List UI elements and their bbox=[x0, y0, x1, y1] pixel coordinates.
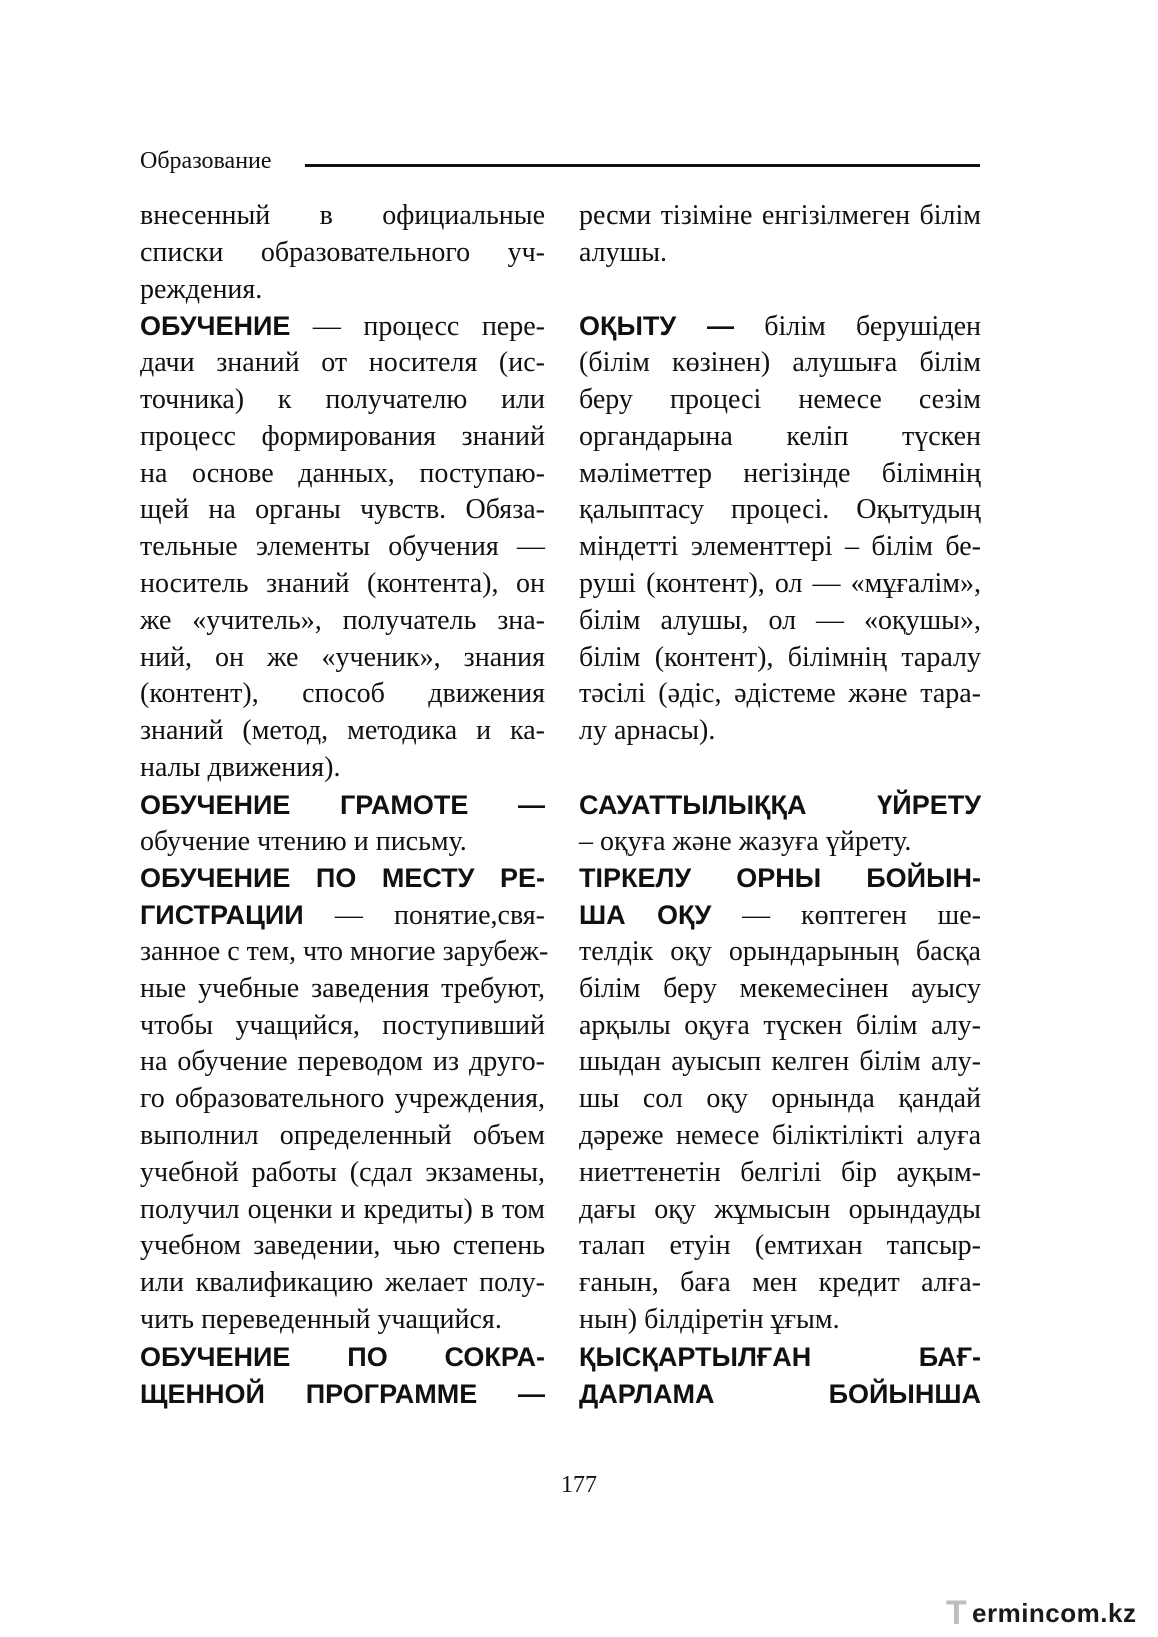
body-text: мәліметтер негізінде білімнің bbox=[579, 457, 981, 489]
text-line bbox=[579, 750, 981, 787]
text-line bbox=[579, 897, 981, 934]
term-heading: ДАРЛАМА БОЙЫНША bbox=[579, 1378, 981, 1409]
text-line bbox=[579, 603, 981, 640]
body-text: білім беру мекемесінен ауысу bbox=[579, 972, 981, 1004]
text-line bbox=[579, 382, 981, 419]
text-line bbox=[579, 1081, 981, 1118]
text-line bbox=[579, 824, 981, 861]
text-line bbox=[140, 1339, 545, 1376]
body-text: алушы. bbox=[579, 236, 668, 268]
text-line bbox=[140, 971, 545, 1008]
term-heading: ОБУЧЕНИЕ bbox=[140, 311, 291, 342]
text-line bbox=[140, 897, 545, 934]
text-line bbox=[140, 272, 545, 309]
body-text: или квалификацию желает полу- bbox=[140, 1267, 545, 1299]
text-line bbox=[579, 787, 981, 824]
text-line bbox=[140, 1228, 545, 1265]
body-text: знаний (метод, методика и ка- bbox=[140, 715, 545, 747]
text-line bbox=[140, 676, 545, 713]
text-line bbox=[140, 787, 545, 824]
body-text: чтобы учащийся, поступивший bbox=[140, 1009, 545, 1041]
text-line bbox=[579, 419, 981, 456]
text-line bbox=[140, 529, 545, 566]
text-line bbox=[579, 1228, 981, 1265]
body-text: получил оценки и кредиты) в том bbox=[140, 1193, 545, 1225]
header-rule bbox=[305, 164, 980, 167]
text-line bbox=[140, 198, 545, 235]
text-line bbox=[579, 640, 981, 677]
text-line bbox=[140, 419, 545, 456]
text-line bbox=[140, 1044, 545, 1081]
text-line bbox=[140, 308, 545, 345]
body-text: беру процесі немесе сезім bbox=[579, 383, 981, 415]
body-text: же «учитель», получатель зна- bbox=[140, 604, 545, 636]
body-text: – оқуға және жазуға үйрету. bbox=[579, 825, 912, 857]
body-text: шыдан ауысып келген білім алу- bbox=[579, 1046, 981, 1078]
body-text: дачи знаний от носителя (ис- bbox=[140, 347, 545, 379]
text-line bbox=[579, 1192, 981, 1229]
text-line bbox=[579, 1265, 981, 1302]
text-line bbox=[579, 1376, 981, 1413]
right-column-kazakh bbox=[579, 198, 981, 1412]
term-heading: ГИСТРАЦИИ bbox=[140, 900, 304, 931]
body-text: руші (контент), ол — «мұғалім», bbox=[579, 567, 981, 599]
body-text: на обучение переводом из друго- bbox=[140, 1046, 545, 1078]
body-text: ғанын, баға мен кредит алға- bbox=[579, 1267, 981, 1299]
term-heading: ЩЕННОЙ ПРОГРАММЕ — bbox=[140, 1378, 545, 1409]
body-text: на основе данных, поступаю- bbox=[140, 457, 545, 489]
body-text: талап етуін (емтихан тапсыр- bbox=[579, 1230, 981, 1262]
text-line bbox=[140, 566, 545, 603]
text-line bbox=[579, 235, 981, 272]
left-column-russian bbox=[140, 198, 549, 1412]
body-text: — понятие,свя- bbox=[303, 900, 545, 932]
text-line bbox=[140, 860, 545, 897]
body-text: нын) білдіретін ұғым. bbox=[579, 1303, 840, 1335]
body-text: процесс формирования знаний bbox=[140, 420, 545, 452]
body-text: ниеттенетін белгілі бір ауқым- bbox=[579, 1156, 981, 1188]
text-line bbox=[579, 308, 981, 345]
text-line bbox=[140, 1081, 545, 1118]
body-text: (контент), способ движения bbox=[140, 678, 545, 710]
text-line bbox=[579, 529, 981, 566]
text-line bbox=[579, 1118, 981, 1155]
body-text: обучение чтению и письму. bbox=[140, 825, 467, 857]
section-title: Образование bbox=[140, 148, 272, 174]
body-text: ний, он же «ученик», знания bbox=[140, 641, 545, 673]
text-line bbox=[579, 713, 981, 750]
body-text: чить переведенный учащийся. bbox=[140, 1303, 502, 1335]
body-text: точника) к получателю или bbox=[140, 383, 545, 415]
text-line bbox=[579, 492, 981, 529]
term-heading: ША ОҚУ bbox=[579, 900, 712, 931]
body-text: міндетті элементтері – білім бе- bbox=[579, 531, 981, 563]
body-text: го образовательного учреждения, bbox=[140, 1083, 545, 1115]
body-text: тельные элементы обучения — bbox=[140, 531, 545, 563]
term-heading: ОБУЧЕНИЕ ПО СОКРА- bbox=[140, 1341, 545, 1372]
text-line bbox=[140, 1376, 545, 1413]
text-line bbox=[579, 456, 981, 493]
term-heading: ТІРКЕЛУ ОРНЫ БОЙЫН- bbox=[579, 863, 981, 894]
body-text: арқылы оқуға түскен білім алу- bbox=[579, 1009, 981, 1041]
body-text: дәреже немесе біліктілікті алуға bbox=[579, 1119, 981, 1151]
text-line bbox=[579, 566, 981, 603]
body-text: носитель знаний (контента), он bbox=[140, 567, 545, 599]
body-text: учебной работы (сдал экзамены, bbox=[140, 1156, 545, 1188]
body-text: налы движения). bbox=[140, 751, 341, 783]
text-line bbox=[140, 1118, 545, 1155]
text-line bbox=[140, 345, 545, 382]
body-text: білім берушіден bbox=[734, 311, 981, 343]
text-line bbox=[140, 750, 545, 787]
body-text: лу арнасы). bbox=[579, 715, 716, 747]
running-header bbox=[140, 144, 980, 184]
body-text: ресми тізіміне енгізілмеген білім bbox=[579, 200, 981, 231]
body-text: — көптеген ше- bbox=[711, 900, 981, 932]
body-text: списки образовательного уч- bbox=[140, 236, 545, 268]
text-line bbox=[140, 934, 549, 971]
body-text: выполнил определенный объем bbox=[140, 1119, 545, 1151]
body-text: қалыптасу процесі. Оқытудың bbox=[579, 494, 981, 526]
text-line bbox=[140, 1302, 545, 1339]
term-heading: ОБУЧЕНИЕ ГРАМОТЕ — bbox=[140, 789, 545, 820]
body-text: дағы оқу жұмысын орындауды bbox=[579, 1193, 981, 1225]
body-text: занное с тем, что многие зарубеж- bbox=[140, 935, 549, 967]
text-line bbox=[579, 1044, 981, 1081]
text-line bbox=[579, 860, 981, 897]
body-text: шы сол оқу орнында қандай bbox=[579, 1083, 981, 1115]
text-line bbox=[579, 272, 981, 309]
term-heading: ОҚЫТУ — bbox=[579, 311, 734, 342]
body-text: білім (контент), білімнің таралу bbox=[579, 641, 981, 673]
text-line bbox=[579, 934, 981, 971]
text-line bbox=[140, 1265, 545, 1302]
text-line bbox=[579, 1155, 981, 1192]
text-line bbox=[140, 492, 545, 529]
term-heading: ОБУЧЕНИЕ ПО МЕСТУ РЕ- bbox=[140, 863, 545, 894]
text-line bbox=[140, 456, 545, 493]
body-text: — процесс пере- bbox=[290, 311, 545, 343]
page-number: 177 bbox=[561, 1472, 597, 1498]
text-line bbox=[579, 345, 981, 382]
text-line bbox=[579, 1339, 981, 1376]
body-text: учебном заведении, чью степень bbox=[140, 1230, 545, 1262]
term-heading: САУАТТЫЛЫҚҚА ҮЙРЕТУ bbox=[579, 789, 981, 820]
body-text: внесенный в официальные bbox=[140, 200, 545, 231]
text-line bbox=[579, 971, 981, 1008]
text-line bbox=[579, 198, 981, 235]
body-text: тәсілі (әдіс, әдістеме және тара- bbox=[579, 678, 981, 710]
body-text: білім алушы, ол — «оқушы», bbox=[579, 604, 981, 636]
text-line bbox=[140, 1008, 545, 1045]
text-line bbox=[140, 382, 545, 419]
text-line bbox=[140, 235, 545, 272]
body-text: реждения. bbox=[140, 273, 263, 305]
body-text: телдік оқу орындарының басқа bbox=[579, 935, 981, 967]
watermark-text: ermincom.kz bbox=[972, 1598, 1137, 1628]
term-heading: ҚЫСҚАРТЫЛҒАН БАҒ- bbox=[579, 1341, 981, 1372]
body-text: ные учебные заведения требуют, bbox=[140, 972, 545, 1004]
text-line bbox=[579, 676, 981, 713]
text-line bbox=[140, 713, 545, 750]
text-line bbox=[579, 1302, 981, 1339]
body-text: щей на органы чувств. Обяза- bbox=[140, 494, 545, 526]
text-line bbox=[140, 603, 545, 640]
text-line bbox=[140, 1155, 545, 1192]
text-line bbox=[140, 824, 545, 861]
site-watermark-logo bbox=[944, 1592, 1144, 1632]
text-line bbox=[579, 1008, 981, 1045]
body-text: (білім көзінен) алушыға білім bbox=[579, 347, 981, 379]
watermark-letter-t: T bbox=[946, 1594, 967, 1632]
text-line bbox=[140, 1192, 545, 1229]
body-text: органдарына келіп түскен bbox=[579, 420, 981, 452]
text-line bbox=[140, 640, 545, 677]
